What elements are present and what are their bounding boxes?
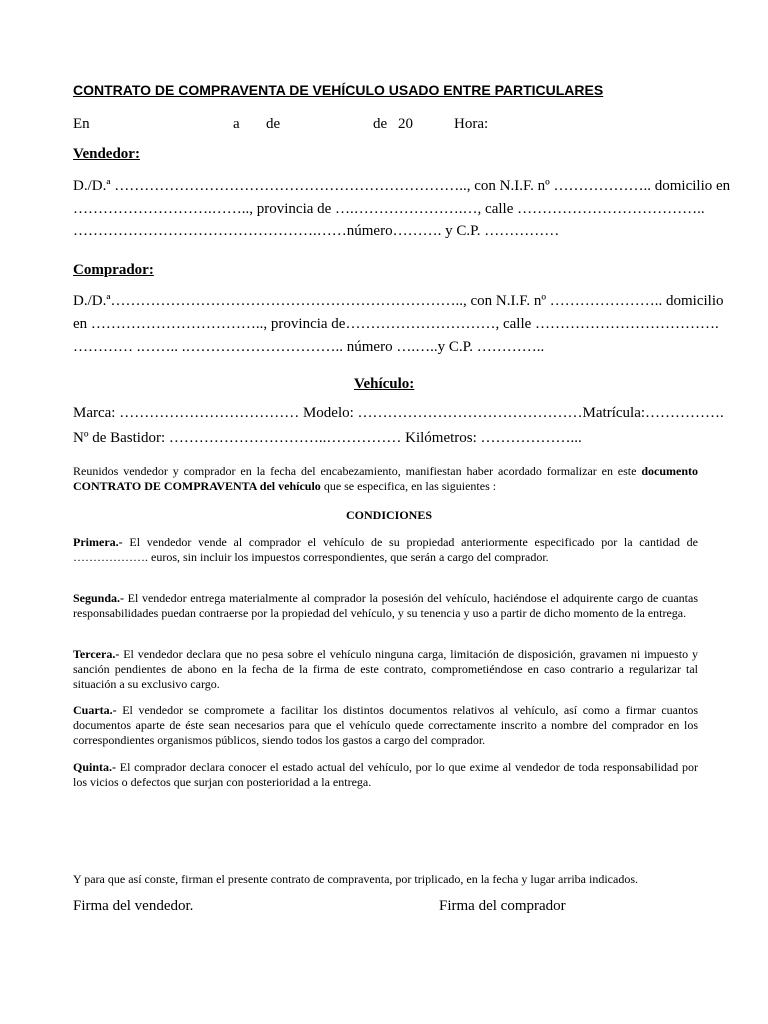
clause-label: Primera.- [73,535,123,549]
buyer-heading: Comprador: [73,262,154,278]
clause-quinta [73,760,698,790]
document-title: CONTRATO DE COMPRAVENTA DE VEHÍCULO USADO ENTRE PARTICULARES [73,82,604,98]
buyer-line-3: ………… .…….. .………………………….. número ….…..y C.P. ………….. [73,339,545,355]
clause-segunda [73,591,698,621]
clause-cuarta [73,703,698,748]
clause-label: Cuarta.- [73,703,117,717]
clause-primera [73,535,698,565]
place-label: En [73,116,90,132]
closing-statement: Y para que así conste, firman el presente contrato de compraventa, por triplicado, en la fecha y lugar arriba indicados. [73,872,638,886]
buyer-signature-label: Firma del comprador [439,898,566,914]
date-de1-label: de [266,116,281,132]
intro-text-1: Reunidos vendedor y comprador en la fecha del encabezamiento, manifiestan haber acordado formalizar en este [73,464,637,478]
seller-line-2: ……………………….…….., provincia de ….………………….…, calle ……………………………….. [73,201,705,217]
date-de2-label: de [373,116,388,132]
clause-tercera [73,647,698,692]
seller-line-3: ………………………………………….……número………. y C.P. …………… [73,223,560,239]
seller-signature-label: Firma del vendedor. [73,898,194,914]
date-year-label: 20 [398,116,413,132]
clause-text: El vendedor vende al comprador el vehículo de su propiedad anteriormente especificado por la cantidad de ………………. euros, sin incluir los impuestos correspondientes, que serán a cargo del comprador. [73,535,698,564]
clause-text: El vendedor declara que no pesa sobre el vehículo ninguna carga, limitación de disposición, gravamen ni impuesto y sanción pendientes de abono en la fecha de la firma de este contrato, comprometiéndose en caso contrario a regularizar tal situación a su exclusivo cargo. [73,647,698,691]
vehicle-heading: Vehículo: [354,376,415,392]
vehicle-line-2: Nº de Bastidor: …………………………..…………… Kilómetros: ………………... [73,430,582,446]
clause-text: El comprador declara conocer el estado actual del vehículo, por lo que exime al vendedor de toda responsabilidad por los vicios o defectos que surjan con posterioridad a la entrega. [73,760,698,789]
intro-paragraph [73,464,698,494]
clause-label: Segunda.- [73,591,125,605]
clause-text: El vendedor se compromete a facilitar los distintos documentos relativos al vehículo, así como a firmar cuantos documentos aparte de éste sean necesarios para que el vehículo quede correctamente inscrito a nombre del comprador en los correspondientes organismos públicos, siendo todos los gastos a cargo del comprador. [73,703,698,747]
clause-text: El vendedor entrega materialmente al comprador la posesión del vehículo, haciéndose el adquirente cargo de cuantas responsabilidades puedan contraerse por la propiedad del vehículo, y su tenencia y uso a partir de dicho momento de la entrega. [73,591,698,620]
buyer-line-2: en …………………………….., provincia de…………………………, calle ………………………………. [73,316,719,332]
date-a-label: a [233,116,240,132]
intro-text-2: que se especifica, en las siguientes : [320,479,497,493]
buyer-line-1: D./D.ª…………………………………………………………….., con N.I.F. nº ………………….. domicilio [73,293,724,309]
conditions-heading: CONDICIONES [346,508,433,522]
intro-bold: documento CONTRATO DE COMPRAVENTA del vehículo [73,464,699,493]
seller-line-1: D./D.ª …………………………………………………………….., con N.I.F. nº ……………….. domicilio en [73,178,731,194]
vehicle-line-1: Marca: ……………………………… Modelo: ………………………………………Matrícula:……………. [73,405,724,421]
clause-label: Quinta.- [73,760,117,774]
clause-label: Tercera.- [73,647,120,661]
seller-heading: Vendedor: [73,146,140,162]
hora-label: Hora: [454,116,489,132]
